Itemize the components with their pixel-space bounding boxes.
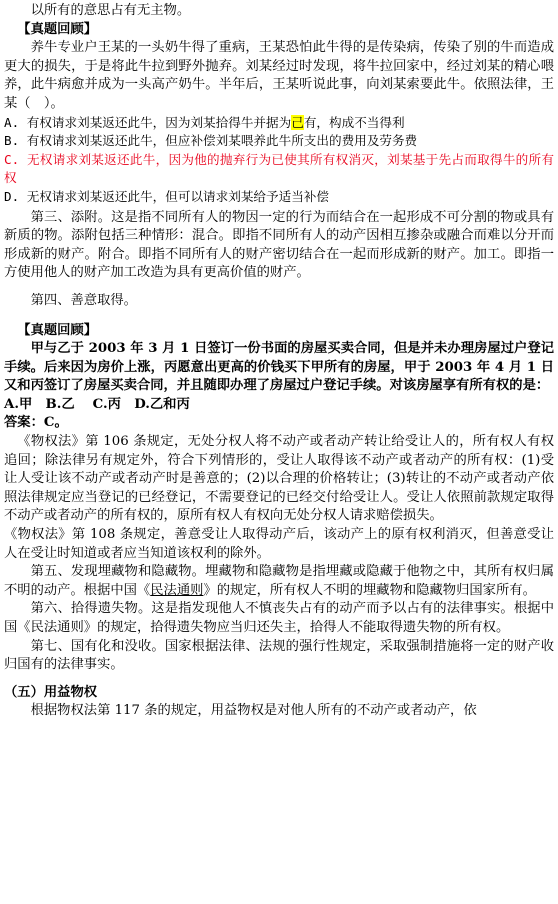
question-1-option-d: D. 无权请求刘某返还此牛，但可以请求刘某给予适当补偿 — [4, 188, 329, 204]
top-line: 以所有的意思占有无主物。 — [30, 3, 191, 18]
paragraph-article-106: 《物权法》第 106 条规定，无处分权人将不动产或者动产转让给受让人的，所有权人有权追回；除法律另有规定外，符合下列情形的，受让人取得该不动产或者动产的所有权：(1)受让人受让该不动产或者动产时是善意的；(2)以合理的价格转让；(3)转让的不动产或者动产依照法律规定应当登记的已经登记，不需要登记的已经交付给受让人。受让人依照前款规定取得不动产或者动产的所有权的，原所有权人有权向无处分权人请求赔偿损失。 — [4, 434, 554, 524]
option-a-text-pre: A. 有权请求刘某返还此牛，因为刘某拾得牛并据为 — [4, 114, 292, 130]
paragraph-article-108: 《物权法》第 108 条规定，善意受让人取得动产后，该动产上的原有权利消灭，但善意受让人在受让时知道或者应当知道该权利的除外。 — [4, 527, 554, 561]
question-1-stem: 养牛专业户王某的一头奶牛得了重病，王某恐怕此牛得的是传染病，传染了别的牛而造成更大的损失，于是将此牛拉到野外抛弃。刘某经过时发现，将牛拉回家中，经过刘某的精心喂养，此牛病愈并成为一头高产奶牛。半年后，王某听说此事，向刘某索要此牛。依照法律，王某（ ）。 — [4, 40, 554, 111]
option-a-text-post: 有，构成不当得利 — [303, 114, 405, 130]
question-1-option-b: B. 有权请求刘某返还此牛，但应补偿刘某喂养此牛所支出的费用及劳务费 — [4, 133, 418, 149]
section-heading-usufruct: （五）用益物权 — [4, 684, 98, 700]
question-2-options: A.甲 B.乙 C.丙 D.乙和丙 — [4, 396, 190, 412]
civil-law-link-text: 民法通则 — [150, 582, 204, 598]
review-heading-2: 【真题回顾】 — [17, 322, 98, 338]
question-2-answer: 答案：C。 — [4, 415, 68, 431]
question-2-stem: 甲与乙于 2003 年 3 月 1 日签订一份书面的房屋买卖合同，但是并未办理房屋过户登记手续。后来因为房价上涨，丙愿意出更高的价钱买下甲所有的房屋，甲于 2003 年 4 月 1 日又和丙签订了房屋买卖合同，并且随即办理了房屋过户登记手续。对该房屋享有所有权的是： — [4, 341, 554, 394]
question-1-option-c-answer: C. 无权请求刘某返还此牛，因为他的抛弃行为已使其所有权消灭，刘某基于先占而取得牛的所有权 — [4, 151, 554, 186]
paragraph-nationalization: 第七、国有化和没收。国家根据法律、法规的强行性规定，采取强制措施将一定的财产收归国有的法律事实。 — [4, 638, 554, 673]
paragraph-good-faith: 第四、善意取得。 — [30, 292, 137, 308]
buried-text-pre: 第五、发现埋藏物和隐藏物。埋藏物和隐藏物是指埋藏或隐藏于他物之中，其所有权归属不明的动产。根据中国《 — [4, 564, 554, 598]
paragraph-buried-objects — [4, 563, 554, 600]
paragraph-accession: 第三、添附。这是指不同所有人的物因一定的行为而结合在一起形成不可分割的物或具有新质的物。添附包括三种情形：混合。即指不同所有人的动产因相互掺杂或融合而难以分开而形成新的财产。附合。即指不同所有人的财产密切结合在一起而形成新的财产。加工。即指一方使用他人的财产加工改造为具有更高价值的财产。 — [4, 209, 554, 281]
question-1-option-a — [4, 114, 554, 133]
buried-text-post: 》的规定，所有权人不明的埋藏物和隐藏物归国家所有。 — [203, 582, 536, 598]
review-heading-1: 【真题回顾】 — [17, 21, 98, 37]
highlighted-char: 己 — [291, 114, 304, 130]
paragraph-lost-property: 第六、拾得遗失物。这是指发现他人不慎丧失占有的动产而予以占有的法律事实。根据中国《民法通则》的规定，拾得遗失物应当归还失主，拾得人不能取得遗失物的所有权。 — [4, 601, 554, 635]
paragraph-usufruct: 根据物权法第 117 条的规定，用益物权是对他人所有的不动产或者动产，依 — [30, 703, 477, 719]
